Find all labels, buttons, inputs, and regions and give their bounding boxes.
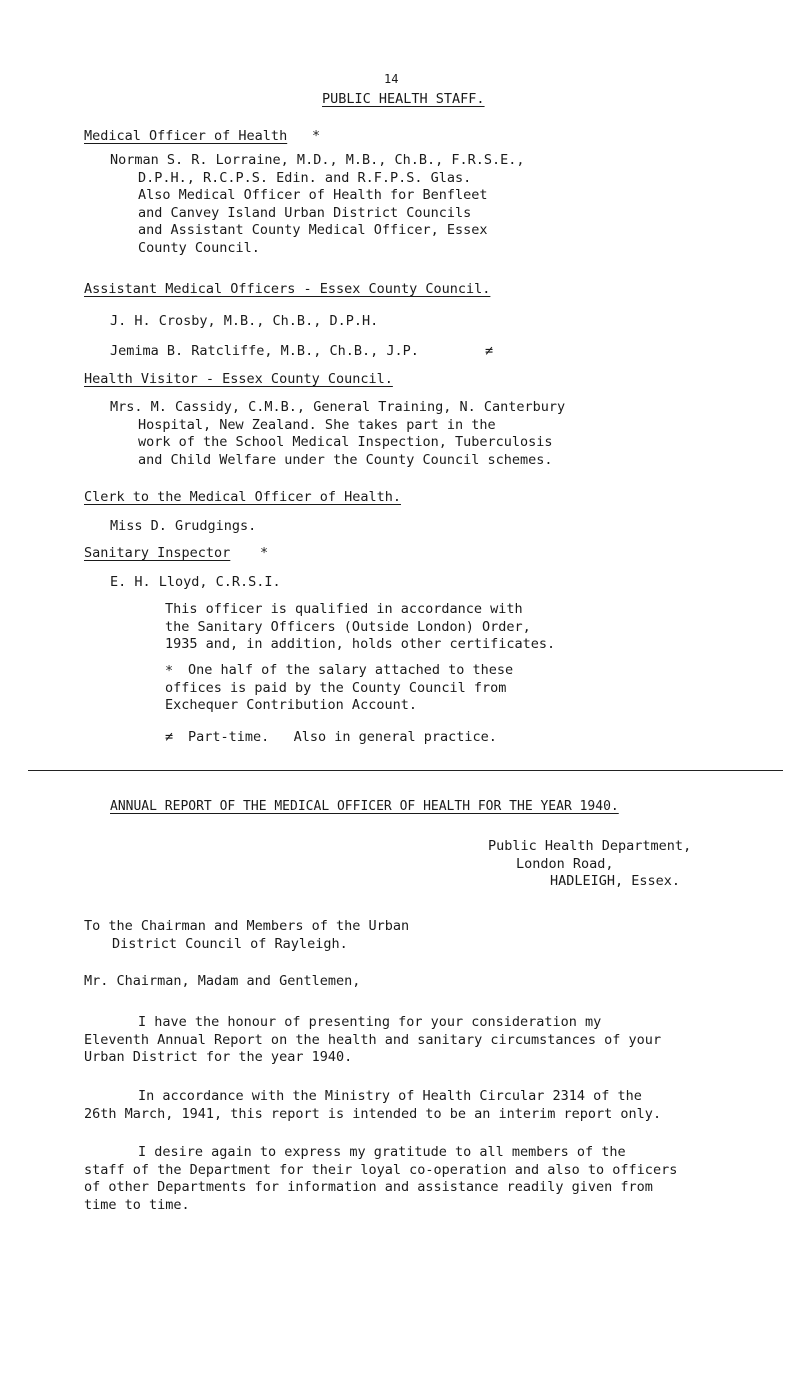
footnote-star-mark: * (165, 663, 174, 679)
paragraph-line: I desire again to express my gratitude to all members of the (138, 1144, 626, 1160)
moh-line: and Canvey Island Urban District Councils (138, 204, 472, 221)
si-qual-line: 1935 and, in addition, holds other certificates. (165, 636, 556, 652)
paragraph-line: staff of the Department for their loyal co-operation and also to officers (84, 1161, 678, 1178)
paragraph-line: time to time. (84, 1196, 190, 1213)
footnote-line: offices is paid by the County Council from (165, 679, 507, 696)
si-marker: * (260, 545, 269, 561)
page-number: 14 (384, 72, 399, 86)
paragraph-line: 26th March, 1941, this report is intended to be an interim report only. (84, 1105, 662, 1122)
moh-line: and Assistant County Medical Officer, Essex (138, 222, 488, 238)
si-qualifications (165, 601, 555, 654)
moh-line: Also Medical Officer of Health for Benfleet (138, 187, 488, 203)
asst-heading: Assistant Medical Officers - Essex County Council. (84, 281, 491, 297)
footnote-line: Exchequer Contribution Account. (165, 697, 417, 713)
address-line: HADLEIGH, Essex. (550, 873, 681, 889)
moh-line: D.P.H., R.C.P.S. Edin. and R.F.P.S. Glas. (138, 169, 472, 186)
si-name: E. H. Lloyd, C.R.S.I. (110, 574, 281, 590)
hv-heading: Health Visitor - Essex County Council. (84, 371, 393, 387)
paragraph-1 (84, 1014, 661, 1067)
paragraph-2 (84, 1088, 661, 1123)
hv-line: work of the School Medical Inspection, Tuberculosis (138, 434, 553, 450)
si-heading: Sanitary Inspector (84, 545, 231, 561)
hv-details (110, 399, 565, 469)
hv-line: and Child Welfare under the County Council schemes. (138, 451, 553, 468)
section-divider (28, 770, 783, 771)
paragraph-line: of other Departments for information and assistance readily given from (84, 1179, 653, 1195)
moh-details (110, 152, 525, 257)
paragraph-line: In accordance with the Ministry of Health Circular 2314 of the (138, 1088, 642, 1104)
footnote-part-time: Part-time. Also in general practice. (188, 729, 497, 745)
moh-marker: * (312, 128, 321, 144)
paragraph-line: Urban District for the year 1940. (84, 1049, 353, 1065)
moh-heading: Medical Officer of Health (84, 128, 288, 144)
salutation: Mr. Chairman, Madam and Gentlemen, (84, 973, 361, 989)
si-qual-line: This officer is qualified in accordance with (165, 601, 523, 617)
si-qual-line: the Sanitary Officers (Outside London) Order, (165, 618, 531, 635)
asst-name-ratcliffe: Jemima B. Ratcliffe, M.B., Ch.B., J.P. (110, 343, 419, 359)
clerk-name: Miss D. Grudgings. (110, 518, 257, 534)
asst-part-time-marker: ≠ (485, 343, 494, 359)
page-title: PUBLIC HEALTH STAFF. (322, 91, 485, 107)
asst-name-crosby: J. H. Crosby, M.B., Ch.B., D.P.H. (110, 313, 379, 329)
addressee-line: To the Chairman and Members of the Urban (84, 918, 410, 934)
paragraph-line: Eleventh Annual Report on the health and sanitary circumstances of your (84, 1031, 662, 1048)
moh-line: Norman S. R. Lorraine, M.D., M.B., Ch.B., F.R.S.E., (110, 152, 525, 168)
paragraph-3 (84, 1144, 677, 1214)
paragraph-line: I have the honour of presenting for your consideration my (138, 1014, 602, 1030)
address-line: Public Health Department, (488, 838, 692, 854)
footnote-line: One half of the salary attached to these (188, 662, 514, 678)
department-address (488, 838, 691, 891)
footnote-salary (165, 662, 514, 715)
hv-line: Hospital, New Zealand. She takes part in the (138, 416, 496, 433)
footnote-pt-mark: ≠ (165, 729, 174, 745)
clerk-heading: Clerk to the Medical Officer of Health. (84, 489, 401, 505)
addressee-line: District Council of Rayleigh. (112, 935, 348, 952)
address-line: London Road, (516, 855, 614, 872)
moh-line: County Council. (138, 239, 260, 256)
report-title: ANNUAL REPORT OF THE MEDICAL OFFICER OF HEALTH FOR THE YEAR 1940. (110, 799, 619, 814)
hv-line: Mrs. M. Cassidy, C.M.B., General Training, N. Canterbury (110, 399, 566, 415)
report-addressee (84, 918, 409, 953)
